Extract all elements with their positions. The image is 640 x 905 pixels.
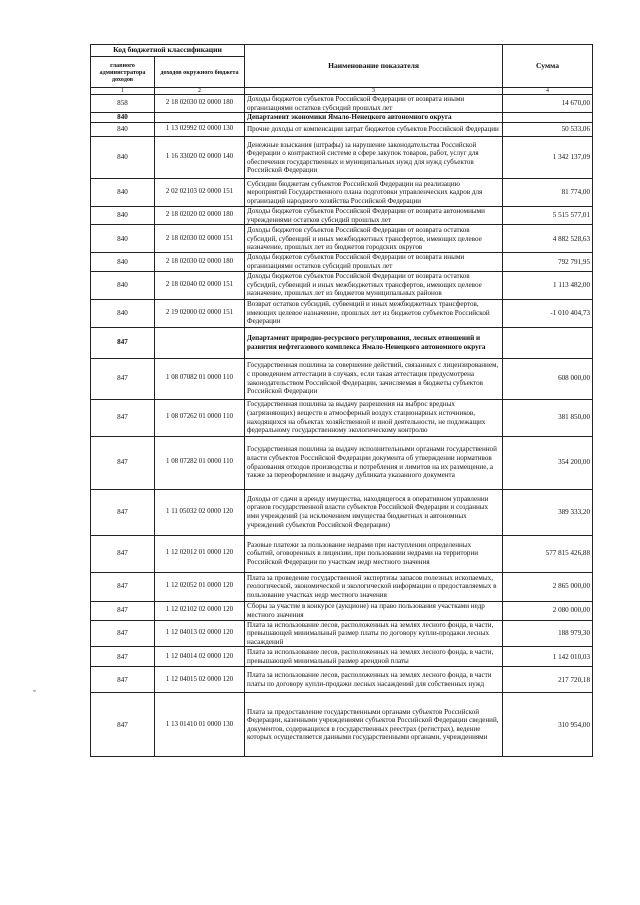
sum-cell: 81 774,00 xyxy=(503,179,593,207)
revenue-code-cell: 1 16 33020 02 0000 140 xyxy=(155,137,245,179)
indicator-name-cell: Возврат остатков субсидий, субвенций и иных межбюджетных трансфертов, имеющих целевое назначение, прошлых лет из бюджетов субъектов Российской Федерации xyxy=(245,299,503,327)
column-number: 4 xyxy=(503,88,593,95)
revenue-code-cell: 2 18 02020 02 0000 180 xyxy=(155,207,245,225)
indicator-name-cell: Государственная пошлина за совершение действий, связанных с лицензированием, с проведением аттестации в случаях, если такая аттестация предусмотрена законодательством Российской Федерации, зачисляемая в бюджеты субъектов Российской Федерации xyxy=(245,358,503,399)
revenue-code-cell: 2 19 02000 02 0000 151 xyxy=(155,299,245,327)
indicator-name-cell: Доходы от сдачи в аренду имущества, находящегося в оперативном управлении органов государственной власти субъектов Российской Федерации и созданных ими учреждений (за исключением имущества бюджетных и автономных учреждений субъектов Российской Федерации) xyxy=(245,489,503,535)
revenue-code-cell: 1 12 02052 01 0000 120 xyxy=(155,572,245,601)
table-row xyxy=(91,693,593,757)
column-number: 2 xyxy=(155,88,245,95)
sum-cell: 792 791,95 xyxy=(503,253,593,271)
admin-code-cell: 847 xyxy=(91,358,155,399)
revenue-code-cell: 1 12 02012 01 0000 120 xyxy=(155,535,245,572)
admin-code-cell: 840 xyxy=(91,113,155,123)
indicator-name-cell: Доходы бюджетов субъектов Российской Федерации от возврата иными организациями остатков субсидий прошлых лет xyxy=(245,253,503,271)
table-row xyxy=(91,572,593,601)
budget-table xyxy=(90,44,593,757)
table-header xyxy=(91,45,593,95)
indicator-name-header: Наименование показателя xyxy=(245,45,503,88)
indicator-name-cell: Департамент природно-ресурсного регулирования, лесных отношений и развития нефтегазового комплекса Ямало-Ненецкого автономного округа xyxy=(245,327,503,358)
revenue-code-cell: 1 12 04015 02 0000 120 xyxy=(155,667,245,693)
admin-code-cell: 840 xyxy=(91,225,155,253)
column-number: 1 xyxy=(91,88,155,95)
revenue-code-cell: 2 18 02040 02 0000 151 xyxy=(155,271,245,299)
admin-code-cell: 847 xyxy=(91,327,155,358)
admin-code-cell: 847 xyxy=(91,667,155,693)
indicator-name-cell: Плата за использование лесов, расположенных на землях лесного фонда, в части, превышающей минимальный размер арендной платы xyxy=(245,647,503,667)
admin-code-cell: 840 xyxy=(91,123,155,137)
admin-code-cell: 847 xyxy=(91,572,155,601)
admin-code-cell: 847 xyxy=(91,601,155,620)
table-row xyxy=(91,299,593,327)
table-row xyxy=(91,601,593,620)
admin-code-cell: 847 xyxy=(91,647,155,667)
sum-cell: 1 142 010,03 xyxy=(503,647,593,667)
revenue-code-cell xyxy=(155,327,245,358)
revenue-code-cell: 1 08 07082 01 0000 110 xyxy=(155,358,245,399)
column-number: 3 xyxy=(245,88,503,95)
admin-code-cell: 847 xyxy=(91,399,155,436)
table-row xyxy=(91,535,593,572)
admin-code-cell: 847 xyxy=(91,535,155,572)
table-row xyxy=(91,179,593,207)
revenue-code-cell xyxy=(155,113,245,123)
margin-mark: « xyxy=(33,688,36,694)
table-row xyxy=(91,436,593,489)
sum-cell: 50 533,06 xyxy=(503,123,593,137)
sum-cell: 217 720,18 xyxy=(503,667,593,693)
indicator-name-cell: Доходы бюджетов субъектов Российской Федерации от возврата остатков субсидий, субвенций и иных межбюджетных трансфертов, имеющих целевое назначение, прошлых лет из бюджетов муниципальных районов xyxy=(245,271,503,299)
indicator-name-cell: Доходы бюджетов субъектов Российской Федерации от возврата иными организациями остатков субсидий прошлых лет xyxy=(245,95,503,113)
indicator-name-cell: Департамент экономики Ямало-Ненецкого автономного округа xyxy=(245,113,503,123)
sum-header: Сумма xyxy=(503,45,593,88)
revenue-code-cell: 2 18 02030 02 0000 180 xyxy=(155,253,245,271)
revenue-code-cell: 1 12 04013 02 0000 120 xyxy=(155,620,245,647)
admin-code-cell: 858 xyxy=(91,95,155,113)
table-row xyxy=(91,489,593,535)
classification-group-header: Код бюджетной классификации xyxy=(91,45,245,57)
sum-cell: 354 200,00 xyxy=(503,436,593,489)
revenue-code-cell: 1 11 05032 02 0000 120 xyxy=(155,489,245,535)
sum-cell: -1 010 404,73 xyxy=(503,299,593,327)
indicator-name-cell: Плата за использование лесов, расположенных на землях лесного фонда, в части платы по договору купли-продажи лесных насаждений для собственных нужд xyxy=(245,667,503,693)
table-row xyxy=(91,271,593,299)
table-body xyxy=(91,95,593,757)
revenue-code-cell: 1 12 02102 02 0000 120 xyxy=(155,601,245,620)
indicator-name-cell: Государственная пошлина за выдачу разрешения на выброс вредных (загрязняющих) веществ в атмосферный воздух стационарных источников, находящихся на объектах хозяйственной и иной деятельности, не подлежащих федеральному государственному экологическому контролю xyxy=(245,399,503,436)
revenue-code-cell: 1 08 07262 01 0000 110 xyxy=(155,399,245,436)
indicator-name-cell: Денежные взыскания (штрафы) за нарушение законодательства Российской Федерации о контрактной системе в сфере закупок товаров, работ, услуг для обеспечения государственных и муниципальных нужд для нужд субъектов Российской Федерации xyxy=(245,137,503,179)
sum-cell xyxy=(503,113,593,123)
admin-code-cell: 840 xyxy=(91,207,155,225)
revenue-code-cell: 1 08 07282 01 0000 110 xyxy=(155,436,245,489)
sum-cell: 310 954,00 xyxy=(503,693,593,757)
column-number-row xyxy=(91,88,593,95)
sum-cell: 188 979,30 xyxy=(503,620,593,647)
table-row xyxy=(91,123,593,137)
sum-cell: 2 865 000,00 xyxy=(503,572,593,601)
sum-cell: 389 333,20 xyxy=(503,489,593,535)
table-row xyxy=(91,667,593,693)
admin-code-cell: 840 xyxy=(91,137,155,179)
sum-cell: 4 882 528,63 xyxy=(503,225,593,253)
sum-cell: 14 670,00 xyxy=(503,95,593,113)
admin-code-header: главного администратора доходов xyxy=(91,57,155,88)
indicator-name-cell: Прочие доходы от компенсации затрат бюджетов субъектов Российской Федерации xyxy=(245,123,503,137)
indicator-name-cell: Плата за предоставление государственными органами субъектов Российской Федерации, казенными учреждениями субъектов Российской Федерации сведений, документов, содержащихся в государственных реестрах (регистрах), ведение которых осуществляется данными государственными органами, учреждениями xyxy=(245,693,503,757)
indicator-name-cell: Плата за использование лесов, расположенных на землях лесного фонда, в части, превышающей минимальный размер платы по договору купли-продажи лесных насаждений xyxy=(245,620,503,647)
admin-code-cell: 840 xyxy=(91,179,155,207)
table-row xyxy=(91,95,593,113)
indicator-name-cell: Сборы за участие в конкурсе (аукционе) на право пользования участками недр местного значения xyxy=(245,601,503,620)
admin-code-cell: 847 xyxy=(91,693,155,757)
revenue-code-cell: 1 12 04014 02 0000 120 xyxy=(155,647,245,667)
indicator-name-cell: Разовые платежи за пользование недрами при наступлении определенных событий, оговоренных в лицензии, при пользовании недрами на территории Российской Федерации по участкам недр местного значения xyxy=(245,535,503,572)
sum-cell: 1 113 482,00 xyxy=(503,271,593,299)
table-row xyxy=(91,358,593,399)
department-row xyxy=(91,113,593,123)
indicator-name-cell: Плата за проведение государственной экспертизы запасов полезных ископаемых, геологической, экономической и экологической информации о предоставляемых в пользование участках недр местного значения xyxy=(245,572,503,601)
revenue-code-cell: 1 13 02992 02 0000 130 xyxy=(155,123,245,137)
revenue-code-cell: 2 02 02103 02 0000 151 xyxy=(155,179,245,207)
sum-cell: 608 000,00 xyxy=(503,358,593,399)
sum-cell: 1 342 137,09 xyxy=(503,137,593,179)
admin-code-cell: 840 xyxy=(91,271,155,299)
indicator-name-cell: Доходы бюджетов субъектов Российской Федерации от возврата остатков субсидий, субвенций и иных межбюджетных трансфертов, имеющих целевое назначение, прошлых лет из бюджетов городских округов xyxy=(245,225,503,253)
revenue-code-cell: 1 13 01410 01 0000 130 xyxy=(155,693,245,757)
admin-code-cell: 847 xyxy=(91,489,155,535)
revenue-code-header: доходов окружного бюджета xyxy=(155,57,245,88)
sum-cell: 577 815 426,88 xyxy=(503,535,593,572)
sum-cell: 5 515 577,01 xyxy=(503,207,593,225)
admin-code-cell: 847 xyxy=(91,436,155,489)
table-row xyxy=(91,225,593,253)
sum-cell: 2 080 000,00 xyxy=(503,601,593,620)
table-row xyxy=(91,399,593,436)
indicator-name-cell: Государственная пошлина за выдачу исполнительными органами государственной власти субъектов Российской Федерации документа об утверждении нормативов образования отходов производства и потребления и лимитов на их размещение, а также за переоформление и выдачу дубликата указанного документа xyxy=(245,436,503,489)
table-row xyxy=(91,137,593,179)
sum-cell: 381 850,00 xyxy=(503,399,593,436)
revenue-code-cell: 2 18 02030 02 0000 180 xyxy=(155,95,245,113)
table-row xyxy=(91,647,593,667)
indicator-name-cell: Доходы бюджетов субъектов Российской Федерации от возврата автономными учреждениями остатков субсидий прошлых лет xyxy=(245,207,503,225)
indicator-name-cell: Субсидии бюджетам субъектов Российской Федерации на реализацию мероприятий Государственного плана подготовки управленческих кадров для организаций народного хозяйства Российской Федерации xyxy=(245,179,503,207)
table-row xyxy=(91,253,593,271)
sum-cell xyxy=(503,327,593,358)
department-row xyxy=(91,327,593,358)
revenue-code-cell: 2 18 02030 02 0000 151 xyxy=(155,225,245,253)
table-row xyxy=(91,207,593,225)
admin-code-cell: 840 xyxy=(91,253,155,271)
admin-code-cell: 840 xyxy=(91,299,155,327)
table-row xyxy=(91,620,593,647)
admin-code-cell: 847 xyxy=(91,620,155,647)
